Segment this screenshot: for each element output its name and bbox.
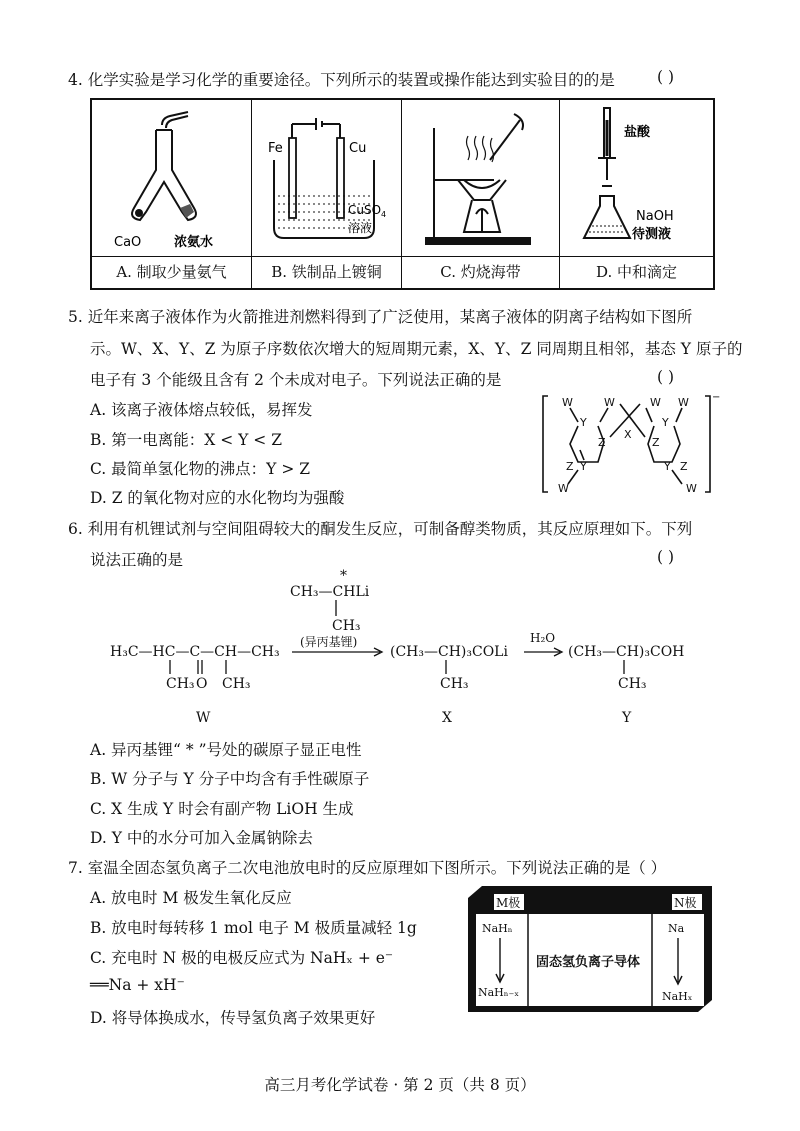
q5-stem-line2: 示。W、X、Y、Z 为原子序数依次增大的短周期元素，X、Y、Z 同周期且相邻，基态 Y 原子的 (90, 340, 743, 358)
titration-apparatus-icon (560, 100, 713, 260)
page-footer: 高三月考化学试卷 · 第 2 页（共 8 页） (264, 1076, 536, 1094)
q5-anion-structure (540, 392, 720, 500)
crucible-heating-apparatus-icon (402, 100, 560, 260)
q6-w-methyl-2: CH₃ (222, 676, 251, 692)
battery-conductor-label: 固态氢负离子导体 (536, 955, 641, 970)
q5-atom-z3: Z (566, 460, 574, 473)
q5-atom-y2: Y (662, 416, 669, 429)
battery-n-electrode-label: N极 (674, 896, 697, 910)
q6-x-formula: (CH₃—CH)₃COLi (390, 644, 508, 660)
q6-option-d: D. Y 中的水分可加入金属钠除去 (90, 829, 313, 847)
q6-option-a: A. 异丙基锂“ * ”号处的碳原子显正电性 (90, 741, 362, 759)
q7-option-c-cont: ══Na + xH⁻ (90, 976, 185, 994)
q6-reaction-scheme (100, 562, 740, 734)
q5-atom-w2: W (604, 396, 615, 409)
q6-option-c: C. X 生成 Y 时会有副产物 LiOH 生成 (90, 800, 354, 818)
battery-n-top: Na (668, 922, 685, 935)
q5-atom-z1: Z (598, 436, 606, 449)
q6-w-methyl-1: CH₃ (166, 676, 195, 692)
q4-cell-b (252, 100, 402, 288)
q5-option-b: B. 第一电离能：X < Y < Z (90, 431, 282, 449)
q4-a-tag-cao: CaO (114, 235, 142, 250)
q4-cell-a-label: A. 制取少量氨气 (92, 256, 251, 288)
battery-m-top: NaHₙ (482, 922, 513, 935)
q4-cell-d (560, 100, 713, 288)
q6-reagent-name: (异丙基锂) (300, 635, 358, 649)
q6-y-methyl: CH₃ (618, 676, 647, 692)
q7-option-a: A. 放电时 M 极发生氧化反应 (90, 889, 292, 907)
q5-atom-z4: Z (680, 460, 688, 473)
q4-cell-d-label: D. 中和滴定 (560, 256, 713, 288)
q4-stem: 4. 化学实验是学习化学的重要途径。下列所示的装置或操作能达到实验目的的是 (68, 71, 615, 89)
battery-n-bottom: NaHₓ (662, 990, 693, 1003)
q5-answer-paren: ( ) (657, 368, 675, 386)
q6-option-b: B. W 分子与 Y 分子中均含有手性碳原子 (90, 770, 370, 788)
q4-b-tag-solution: 溶液 (348, 221, 373, 235)
q4-a-tag-ammonia: 浓氨水 (174, 235, 214, 250)
q4-b-tag-fe: Fe (268, 141, 283, 156)
q5-atom-y1: Y (580, 416, 587, 429)
q4-cell-b-label: B. 铁制品上镀铜 (252, 256, 401, 288)
q6-stem-line2: 说法正确的是 (90, 551, 184, 569)
q6-w-formula: H₃C—HC—C—CH—CH₃ (110, 644, 280, 660)
q6-x-methyl: CH₃ (440, 676, 469, 692)
q4-d-tag-analyte: 待测液 (632, 227, 672, 242)
battery-m-electrode-label: M极 (496, 896, 521, 910)
q5-atom-w6: W (686, 482, 697, 495)
battery-m-bottom: NaHₙ₋ₓ (478, 986, 520, 999)
q6-stem-line1: 6. 利用有机锂试剂与空间阻碍较大的酮发生反应，可制备醇类物质，其反应原理如下。下列 (68, 520, 693, 538)
q6-answer-paren: ( ) (657, 548, 675, 566)
q6-reagent-formula: CH₃—CHLi (290, 584, 370, 600)
q5-atom-z2: Z (652, 436, 660, 449)
q6-label-w: W (196, 710, 211, 726)
q5-atom-w1: W (562, 396, 573, 409)
q7-option-d: D. 将导体换成水，传导氢负离子效果更好 (90, 1009, 376, 1027)
q4-b-tag-cuso4: CuSO$_4$ (348, 203, 387, 219)
q6-label-x: X (442, 710, 452, 726)
q4-b-tag-cu: Cu (349, 141, 367, 156)
q4-apparatus-table (90, 98, 715, 290)
q5-charge: − (712, 392, 720, 403)
q5-atom-y4: Y (664, 460, 671, 473)
q5-atom-w3: W (650, 396, 661, 409)
q7-battery-diagram (466, 884, 716, 1016)
q6-reagent-methyl: CH₃ (332, 618, 361, 634)
ammonia-apparatus-icon (92, 100, 252, 260)
q5-atom-y3: Y (580, 460, 587, 473)
q4-d-tag-hcl: 盐酸 (624, 125, 651, 140)
q4-cell-a (92, 100, 252, 288)
q5-option-d: D. Z 的氧化物对应的水化物均为强酸 (90, 489, 345, 507)
q6-y-formula: (CH₃—CH)₃COH (568, 644, 685, 660)
q7-option-c: C. 充电时 N 极的电极反应式为 NaHₓ + e⁻ (90, 949, 394, 967)
q6-star-mark: * (340, 568, 347, 584)
q6-water-reagent: H₂O (530, 631, 556, 645)
q5-option-a: A. 该离子液体熔点较低，易挥发 (90, 401, 313, 419)
q5-option-c: C. 最简单氢化物的沸点：Y > Z (90, 460, 311, 478)
cao-solid-icon (135, 209, 143, 217)
q6-w-oxygen: O (196, 676, 208, 692)
q6-label-y: Y (622, 710, 632, 726)
q5-atom-x: X (624, 428, 632, 441)
q5-stem-line3: 电子有 3 个能级且含有 2 个未成对电子。下列说法正确的是 (90, 371, 502, 389)
q4-d-tag-naoh: NaOH (636, 209, 674, 224)
q5-stem-line1: 5. 近年来离子液体作为火箭推进剂燃料得到了广泛使用，某离子液体的阴离子结构如下图所 (68, 308, 693, 326)
q5-atom-w5: W (558, 482, 569, 495)
electroplating-apparatus-icon (252, 100, 402, 260)
q4-cell-c-label: C. 灼烧海带 (402, 256, 559, 288)
q7-option-b: B. 放电时每转移 1 mol 电子 M 极质量减轻 1g (90, 919, 417, 937)
q4-cell-c (402, 100, 560, 288)
q5-atom-w4: W (678, 396, 689, 409)
q7-stem: 7. 室温全固态氢负离子二次电池放电时的反应原理如下图所示。下列说法正确的是（ ） (68, 859, 667, 877)
q4-answer-paren: ( ) (657, 68, 675, 86)
